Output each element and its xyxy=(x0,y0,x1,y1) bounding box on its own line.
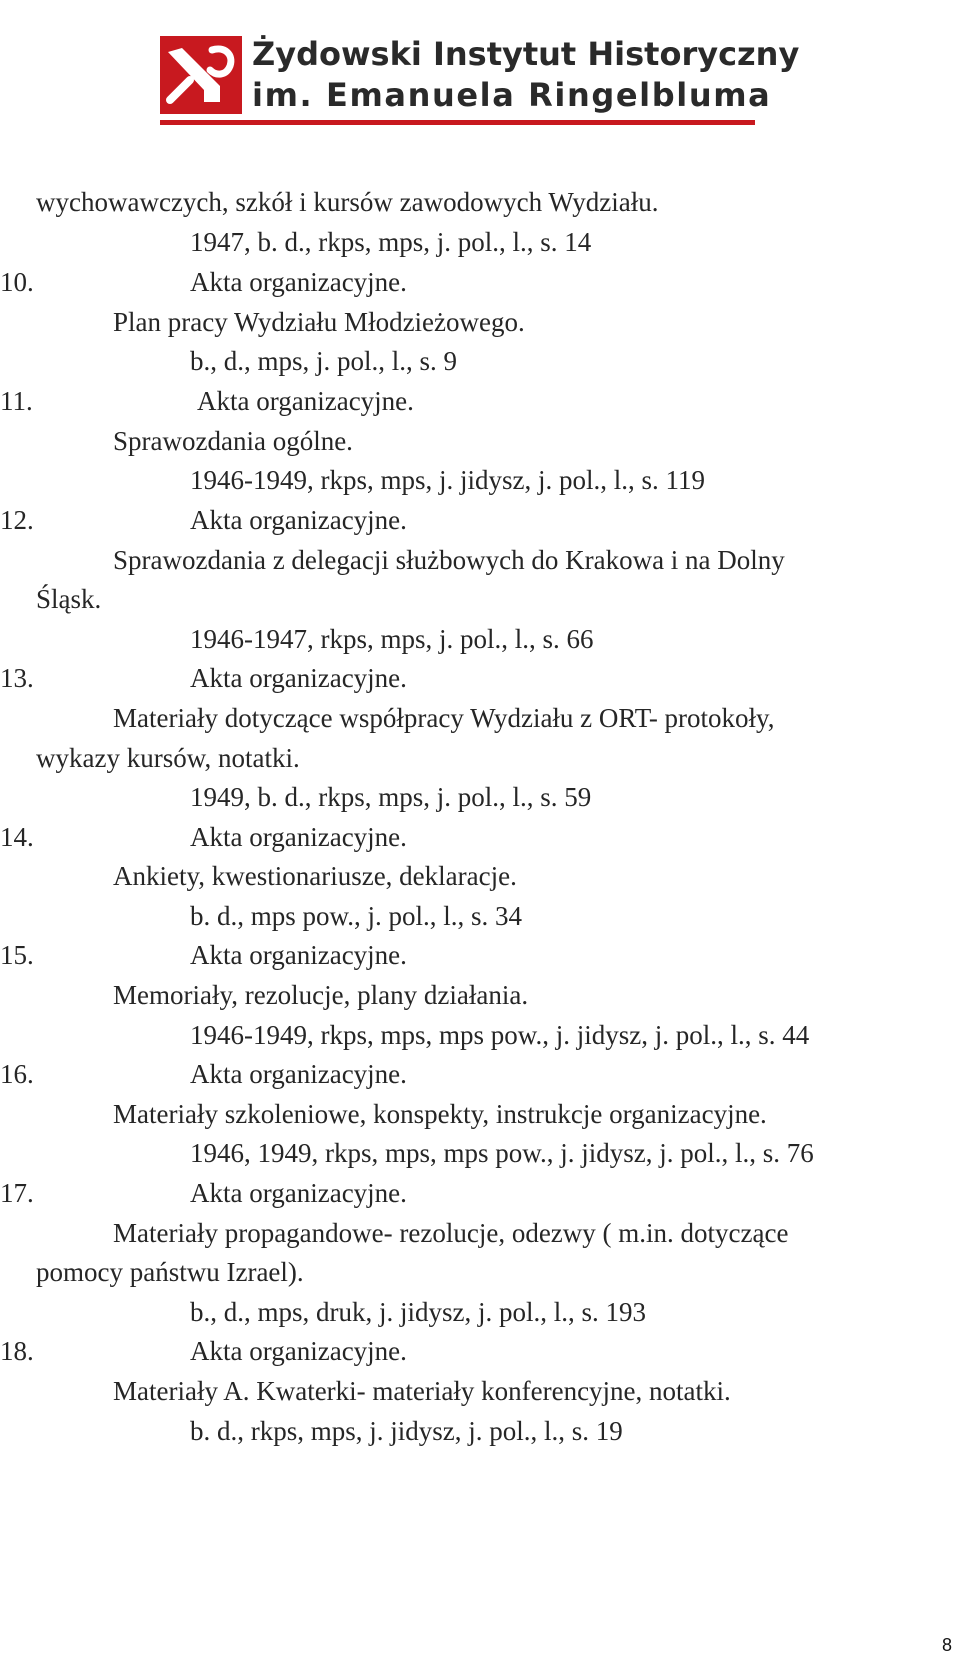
entry-details: 1946, 1949, rkps, mps, mps pow., j. jidysz, j. pol., l., s. 76 xyxy=(190,1138,814,1168)
institute-logo xyxy=(160,36,242,114)
entry-number: 17. xyxy=(0,1178,34,1208)
institute-name xyxy=(252,34,799,116)
entry-details: 1949, b. d., rkps, mps, j. pol., l., s. 59 xyxy=(190,782,592,812)
entry-title: Akta organizacyjne. xyxy=(190,1178,407,1208)
institute-name-line2: im. Emanuela Ringelbluma xyxy=(252,76,772,114)
entry-description: Materiały szkoleniowe, konspekty, instrukcje organizacyjne. xyxy=(113,1099,767,1129)
entry-number: 18. xyxy=(0,1336,34,1366)
entry-title: Akta organizacyjne. xyxy=(190,267,407,297)
entry-details: b. d., mps pow., j. pol., l., s. 34 xyxy=(190,901,523,931)
entry-number: 16. xyxy=(0,1059,34,1089)
entry-number: 15. xyxy=(0,940,34,970)
entry-number: 13. xyxy=(0,663,34,693)
entry-details: b. d., rkps, mps, j. jidysz, j. pol., l., s. 19 xyxy=(190,1416,623,1446)
logo-mark-icon xyxy=(160,36,242,114)
entry-title: Akta organizacyjne. xyxy=(190,940,407,970)
entry-description: Ankiety, kwestionariusze, deklaracje. xyxy=(113,861,517,891)
entry-number: 12. xyxy=(0,505,34,535)
entry-title: Akta organizacyjne. xyxy=(190,1059,407,1089)
entry-title: Akta organizacyjne. xyxy=(190,822,407,852)
entry-description: Materiały dotyczące współpracy Wydziału z ORT- protokoły, xyxy=(113,703,775,733)
institute-header xyxy=(160,34,800,126)
entry-details: b., d., mps, j. pol., l., s. 9 xyxy=(190,346,458,376)
entry-number: 14. xyxy=(0,822,34,852)
entry-number: 10. xyxy=(0,267,34,297)
entry-description: Sprawozdania ogólne. xyxy=(113,426,353,456)
entry-description-cont: pomocy państwu Izrael). xyxy=(36,1257,304,1287)
entry-description: Materiały propagandowe- rezolucje, odezwy ( m.in. dotyczące xyxy=(113,1218,789,1248)
entry-details: 1946-1949, rkps, mps, mps pow., j. jidysz, j. pol., l., s. 44 xyxy=(190,1020,810,1050)
entry-details: 1946-1949, rkps, mps, j. jidysz, j. pol., l., s. 119 xyxy=(190,465,706,495)
text-line: 1947, b. d., rkps, mps, j. pol., l., s. 14 xyxy=(190,227,592,257)
text-line: wychowawczych, szkół i kursów zawodowych Wydziału. xyxy=(36,187,659,217)
entry-description-cont: wykazy kursów, notatki. xyxy=(36,743,300,773)
page-number: 8 xyxy=(941,1635,952,1655)
entry-details: b., d., mps, druk, j. jidysz, j. pol., l., s. 193 xyxy=(190,1297,647,1327)
entry-description: Plan pracy Wydziału Młodzieżowego. xyxy=(113,307,525,337)
entry-description: Materiały A. Kwaterki- materiały konferencyjne, notatki. xyxy=(113,1376,731,1406)
entry-title: Akta organizacyjne. xyxy=(190,1336,407,1366)
header-rule xyxy=(160,120,755,125)
entry-description: Memoriały, rezolucje, plany działania. xyxy=(113,980,529,1010)
institute-name-line1: Żydowski Instytut Historyczny xyxy=(252,35,800,73)
entry-description: Sprawozdania z delegacji służbowych do Krakowa i na Dolny xyxy=(113,545,785,575)
entry-title: Akta organizacyjne. xyxy=(190,505,407,535)
entry-description-cont: Śląsk. xyxy=(36,584,102,614)
entry-title: Akta organizacyjne. xyxy=(197,386,414,416)
entry-details: 1946-1947, rkps, mps, j. pol., l., s. 66 xyxy=(190,624,594,654)
entry-number: 11. xyxy=(0,386,33,416)
entry-title: Akta organizacyjne. xyxy=(190,663,407,693)
